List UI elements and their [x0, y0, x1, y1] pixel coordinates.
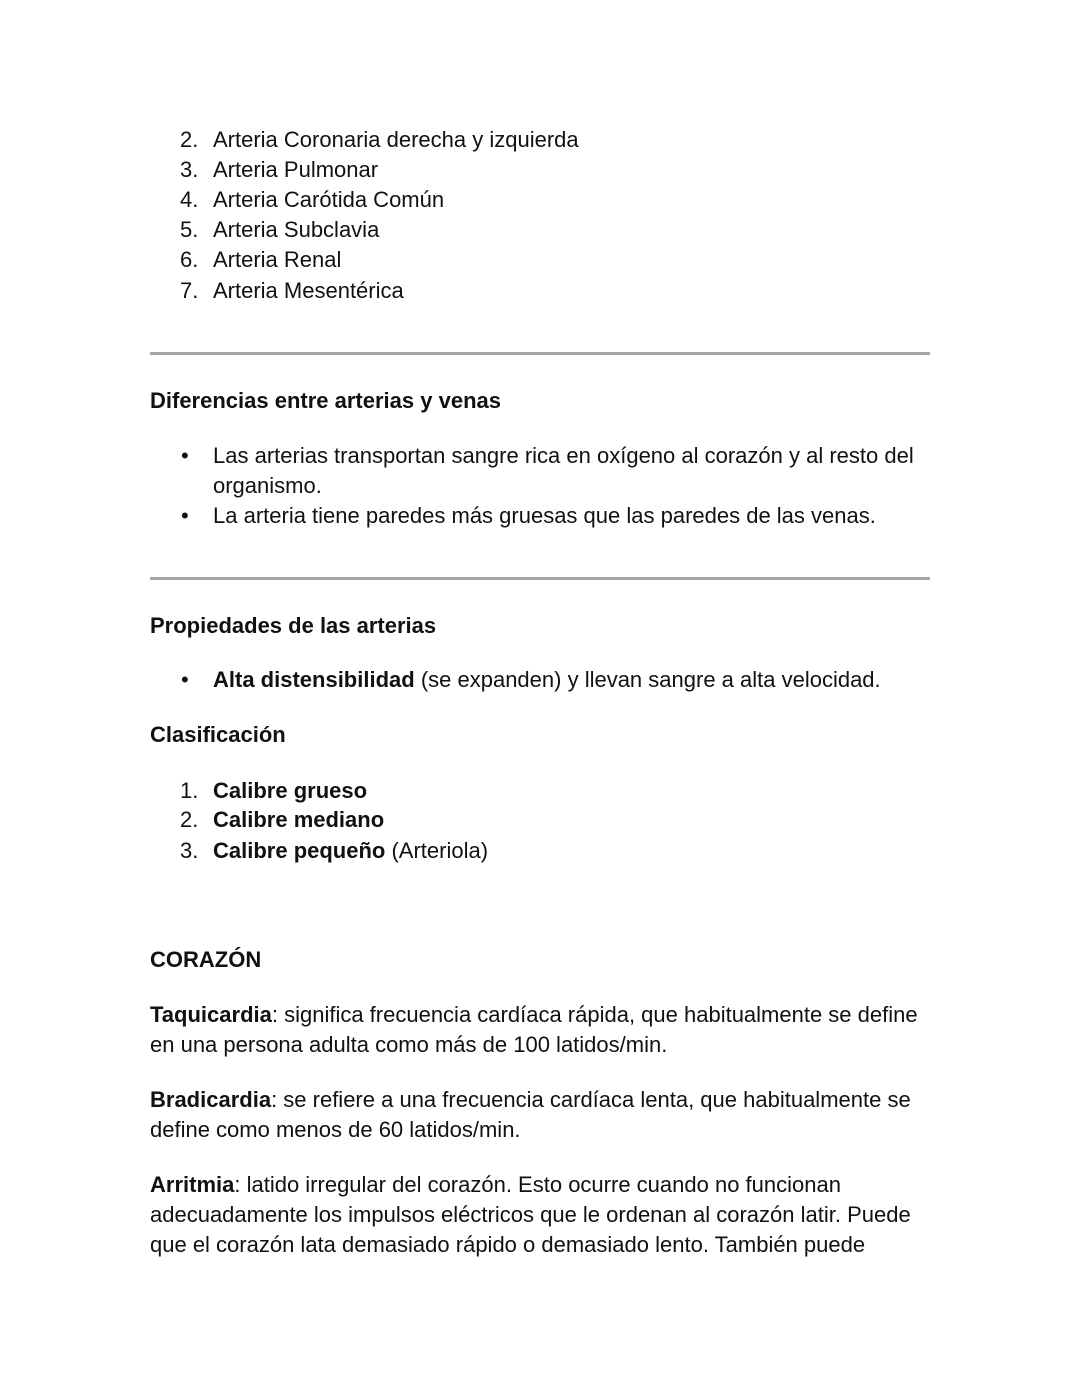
- list-number: 4.: [180, 187, 199, 212]
- bullet-icon: •: [181, 667, 189, 692]
- list-text: Arteria Subclavia: [213, 217, 380, 242]
- bold-term: Alta distensibilidad: [213, 667, 415, 692]
- list-text: Arteria Pulmonar: [213, 157, 379, 182]
- bold-term: Arritmia: [150, 1172, 235, 1197]
- list-text: Arteria Mesentérica: [213, 278, 404, 303]
- list-number: 7.: [180, 278, 199, 303]
- section-heading-classification: Clasificación: [150, 722, 286, 747]
- paragraph-line: [150, 1000, 940, 1030]
- term-description: : significa frecuencia cardíaca rápida, que habitualmente se define: [271, 1002, 918, 1027]
- list-number: 2.: [180, 807, 199, 832]
- bold-term: Calibre grueso: [213, 778, 368, 803]
- paragraph-line: adecuadamente los impulsos eléctricos que le ordenan al corazón latir. Puede: [150, 1202, 911, 1227]
- list-number: 3.: [180, 157, 199, 182]
- bold-term: Taquicardia: [150, 1002, 272, 1027]
- bold-term: Calibre mediano: [213, 807, 385, 832]
- list-number: 5.: [180, 217, 199, 242]
- list-text: [213, 836, 488, 866]
- list-text: Arteria Coronaria derecha y izquierda: [213, 127, 579, 152]
- list-number: 3.: [180, 838, 199, 863]
- bold-term: Bradicardia: [150, 1087, 272, 1112]
- horizontal-divider: [150, 352, 930, 355]
- list-number: 2.: [180, 127, 199, 152]
- list-text: Arteria Carótida Común: [213, 187, 445, 212]
- horizontal-divider: [150, 577, 930, 580]
- list-text: Las arterias transportan sangre rica en oxígeno al corazón y al resto del: [213, 443, 914, 468]
- bold-term: Calibre pequeño: [213, 838, 386, 863]
- term-description: (Arteriola): [385, 838, 489, 863]
- list-text: [213, 665, 881, 695]
- list-text: Arteria Renal: [213, 247, 342, 272]
- paragraph-line: en una persona adulta como más de 100 latidos/min.: [150, 1032, 668, 1057]
- paragraph-line: [150, 1085, 940, 1115]
- list-text: La arteria tiene paredes más gruesas que las paredes de las venas.: [213, 503, 876, 528]
- term-description: : latido irregular del corazón. Esto ocurre cuando no funcionan: [234, 1172, 841, 1197]
- section-heading-differences: Diferencias entre arterias y venas: [150, 388, 501, 413]
- list-text: [213, 776, 367, 806]
- list-text-continued: organismo.: [213, 473, 322, 498]
- list-number: 1.: [180, 778, 199, 803]
- paragraph-line: [150, 1170, 940, 1200]
- list-text: [213, 805, 384, 835]
- bullet-icon: •: [181, 503, 189, 528]
- section-heading-heart: CORAZÓN: [150, 947, 262, 972]
- paragraph-line: que el corazón lata demasiado rápido o demasiado lento. También puede: [150, 1232, 866, 1257]
- term-description: : se refiere a una frecuencia cardíaca lenta, que habitualmente se: [271, 1087, 911, 1112]
- section-heading-properties: Propiedades de las arterias: [150, 613, 437, 638]
- list-number: 6.: [180, 247, 199, 272]
- paragraph-line: define como menos de 60 latidos/min.: [150, 1117, 521, 1142]
- term-description: (se expanden) y llevan sangre a alta velocidad.: [414, 667, 881, 692]
- bullet-icon: •: [181, 443, 189, 468]
